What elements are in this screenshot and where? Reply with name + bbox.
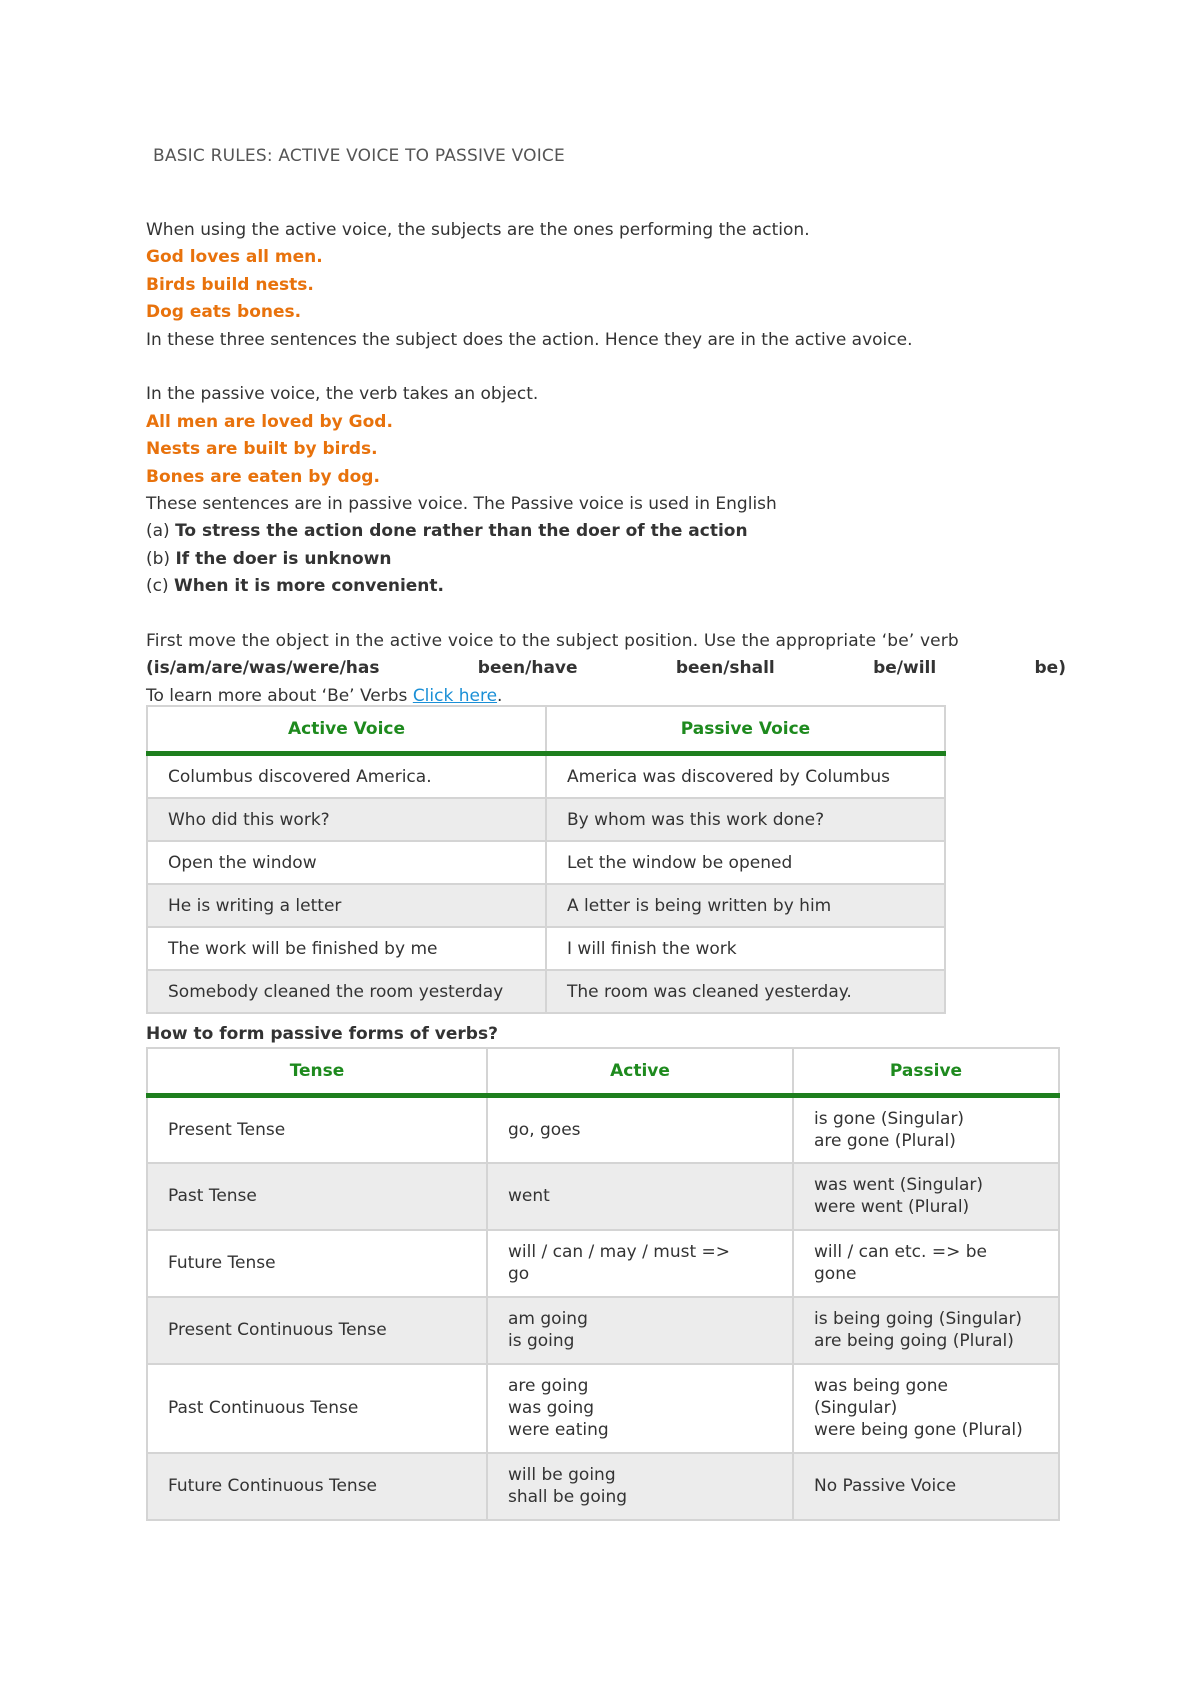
passive-example: All men are loved by God. <box>146 411 393 432</box>
table-row: Future Tense will / can / may / must => go will / can etc. => be gone <box>147 1230 1059 1297</box>
table-header: Active <box>487 1048 793 1096</box>
table-row: Past Tense went was went (Singular) were went (Plural) <box>147 1163 1059 1230</box>
table-row: Present Continuous Tense am going is going is being going (Singular) are being going (Plural) <box>147 1297 1059 1364</box>
table-row: He is writing a letter A letter is being written by him <box>147 884 945 927</box>
table-row: Open the window Let the window be opened <box>147 841 945 884</box>
body-text <box>146 217 1066 710</box>
para2-intro: In the passive voice, the verb takes an object. <box>146 384 539 405</box>
use-item: (c) When it is more convenient. <box>146 576 444 597</box>
table-row: Columbus discovered America. America was discovered by Columbus <box>147 754 945 799</box>
uses-intro: These sentences are in passive voice. The Passive voice is used in English <box>146 494 777 515</box>
table-row: Who did this work? By whom was this work done? <box>147 798 945 841</box>
use-item: (b) If the doer is unknown <box>146 548 392 569</box>
table-row: Somebody cleaned the room yesterday The room was cleaned yesterday. <box>147 970 945 1013</box>
active-passive-examples-table <box>146 705 946 1014</box>
passive-example: Nests are built by birds. <box>146 439 378 460</box>
table-header: Passive <box>793 1048 1059 1096</box>
table-row: Future Continuous Tense will be going shall be going No Passive Voice <box>147 1453 1059 1520</box>
table-row: The work will be finished by me I will finish the work <box>147 927 945 970</box>
active-example: Dog eats bones. <box>146 302 302 323</box>
active-example: God loves all men. <box>146 247 323 268</box>
table-header: Active Voice <box>147 706 546 754</box>
learn-more-line: To learn more about ‘Be’ Verbs Click here. <box>146 685 503 706</box>
use-item: (a) To stress the action done rather than the doer of the action <box>146 521 748 542</box>
active-example: Birds build nests. <box>146 274 314 295</box>
tense-forms-table <box>146 1047 1060 1521</box>
table-header: Passive Voice <box>546 706 945 754</box>
table-row: Present Tense go, goes is gone (Singular) are gone (Plural) <box>147 1096 1059 1163</box>
click-here-link[interactable]: Click here <box>412 685 498 706</box>
para1-intro: When using the active voice, the subjects are the ones performing the action. <box>146 220 810 240</box>
table-header: Tense <box>147 1048 487 1096</box>
page-title: BASIC RULES: ACTIVE VOICE TO PASSIVE VOICE <box>153 146 565 166</box>
para3-line1: First move the object in the active voice to the subject position. Use the appropriate ‘be’ verb <box>146 631 959 652</box>
section-heading: How to form passive forms of verbs? <box>146 1024 498 1044</box>
table-row: Past Continuous Tense are going was going were eating was being gone (Singular) were being gone (Plural) <box>147 1364 1059 1453</box>
be-verbs-list: (is/am/are/was/were/has been/have been/shall be/will be) <box>146 658 1066 679</box>
para1-conclusion: In these three sentences the subject does the action. Hence they are in the active avoice. <box>146 329 913 350</box>
passive-example: Bones are eaten by dog. <box>146 466 380 487</box>
